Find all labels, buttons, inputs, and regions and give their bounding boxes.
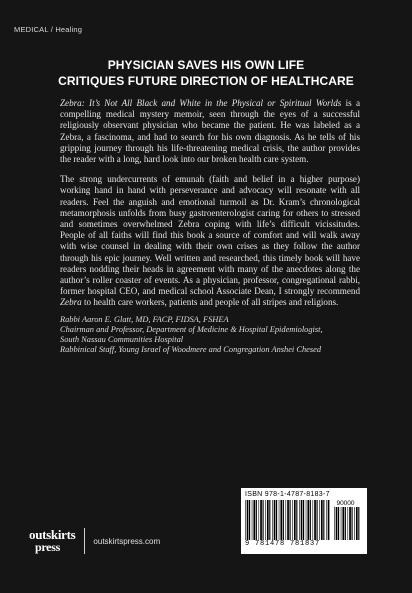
- barcode-bar: [354, 507, 355, 540]
- description-body: [60, 98, 360, 355]
- barcode-bar: [303, 500, 304, 540]
- book-short-title: Zebra: [60, 297, 82, 308]
- barcode-bar: [326, 500, 327, 540]
- ean-barcode-graphic: [245, 500, 331, 540]
- endorsement-signature: [60, 315, 360, 356]
- barcode-bar: [313, 500, 314, 540]
- barcode-bar: [321, 500, 323, 540]
- addon-number: 90000: [336, 500, 355, 507]
- barcode-bar: [338, 507, 339, 540]
- headline-line-2: CRITIQUES FUTURE DIRECTION OF HEALTHCARE: [58, 74, 354, 88]
- publisher-logo-line-1: outskirts: [29, 527, 76, 542]
- barcode-bar: [349, 507, 351, 540]
- barcode-bar: [310, 500, 311, 540]
- barcode-bar: [294, 500, 296, 540]
- barcode-bar: [306, 500, 307, 540]
- endorser-name: Rabbi Aaron E. Glatt, MD, FACP, FIDSA, FSHEA: [60, 314, 229, 324]
- barcode-bar: [356, 507, 358, 540]
- barcode-bar: [334, 507, 335, 540]
- barcode-bar: [286, 500, 287, 540]
- barcode-bar: [267, 500, 269, 540]
- book-title: Zebra: It’s Not All Black and White in the Physical or Spiritual Worlds: [60, 98, 342, 108]
- headline: [0, 57, 412, 89]
- barcode-bar: [256, 500, 257, 540]
- publisher-logo: [29, 529, 75, 553]
- description-paragraph-2: [60, 174, 360, 308]
- publisher-logo-line-2: press: [35, 540, 60, 554]
- barcode-bar: [260, 500, 262, 540]
- barcode-box: [241, 488, 367, 554]
- barcode-bar: [265, 500, 266, 540]
- endorser-title-2: South Nassau Communities Hospital: [60, 335, 184, 345]
- barcode-bar: [341, 507, 342, 540]
- barcode-bar: [287, 500, 289, 540]
- barcode-bar: [323, 500, 324, 540]
- publisher-divider: [84, 528, 85, 554]
- barcode-bar: [299, 500, 300, 540]
- barcode-bar: [358, 507, 359, 540]
- publisher-url: outskirtspress.com: [93, 536, 161, 546]
- barcode-bar: [247, 500, 249, 540]
- ean-number: 9 781478 781837: [245, 540, 321, 548]
- barcode-bar: [328, 500, 330, 540]
- description-paragraph-1: [60, 98, 360, 165]
- barcode-bar: [348, 507, 349, 540]
- barcode-bar: [292, 500, 293, 540]
- barcode-bar: [279, 500, 280, 540]
- description-paragraph-2-text-b: to health care workers, patients and people of all stripes and religions.: [81, 297, 339, 308]
- barcode-bar: [352, 507, 353, 540]
- barcode-bars: [245, 500, 363, 540]
- barcode-bar: [253, 500, 255, 540]
- barcode-bar: [296, 500, 297, 540]
- barcode-bar: [317, 500, 318, 540]
- barcode-bar: [259, 500, 260, 540]
- barcode-bar: [301, 500, 303, 540]
- barcode-bar: [307, 500, 309, 540]
- endorser-title-1: Chairman and Professor, Department of Medicine & Hospital Epidemiologist,: [60, 324, 323, 334]
- headline-line-1: PHYSICIAN SAVES HIS OWN LIFE: [107, 58, 305, 72]
- barcode-bar: [276, 500, 277, 540]
- barcode-bar: [245, 500, 246, 540]
- barcode-bar: [283, 500, 284, 540]
- endorser-title-3: Rabbinical Staff, Young Israel of Woodmere and Congregation Anshei Chesed: [60, 345, 322, 355]
- barcode-bar: [269, 500, 270, 540]
- addon-barcode-graphic: [334, 507, 360, 540]
- category-label: MEDICAL / Healing: [14, 25, 83, 34]
- barcode-bar: [345, 507, 346, 540]
- barcode-bar: [314, 500, 316, 540]
- barcode-bar: [290, 500, 291, 540]
- barcode-bar: [263, 500, 264, 540]
- description-paragraph-1-text: is a compelling medical mystery memoir, seen through the eyes of a successful religiously observant physician who became the patient. He was labeled as a Zebra, a fascinoma, and had to search for his own diagnosis. As he tells of his gripping journey through his life-threatening medical crisis, the author provides the reader with a long, hard look into our broken health care system.: [60, 98, 360, 165]
- barcode-bar: [342, 507, 344, 540]
- barcode-bar: [272, 500, 273, 540]
- addon-barcode: [331, 500, 360, 545]
- barcode-bar: [280, 500, 282, 540]
- isbn-text: ISBN 978-1-4787-8183-7: [245, 491, 330, 498]
- barcode-bar: [252, 500, 253, 540]
- description-paragraph-2-text-a: The strong undercurrents of emunah (faith and belief in a higher purpose) working hand in hand with perseverance and advocacy will resonate with all readers. Feel the anguish and emotional turmoil as Dr. Kram’s chronological metamorphosis unfolds from busy gastroenterologist caring for others to stressed and sometimes overwhelmed Zebra coping with life’s difficult vicissitudes. People of all faiths will find this book a source of comfort and will walk away with wise counsel in dealing with their own crises as they follow the author through his epic journey. Well written and researched, this timely book will have readers nodding their heads in agreement with many of the anecdotes along the author’s roller coaster of events. As a physician, professor, congregational rabbi, former hospital CEO, and medical school Associate Dean, I strongly recommend: [60, 174, 360, 297]
- publisher-block: [29, 528, 160, 554]
- barcode-bar: [274, 500, 276, 540]
- barcode-bar: [319, 500, 320, 540]
- barcode-bar: [249, 500, 250, 540]
- barcode-bar: [336, 507, 338, 540]
